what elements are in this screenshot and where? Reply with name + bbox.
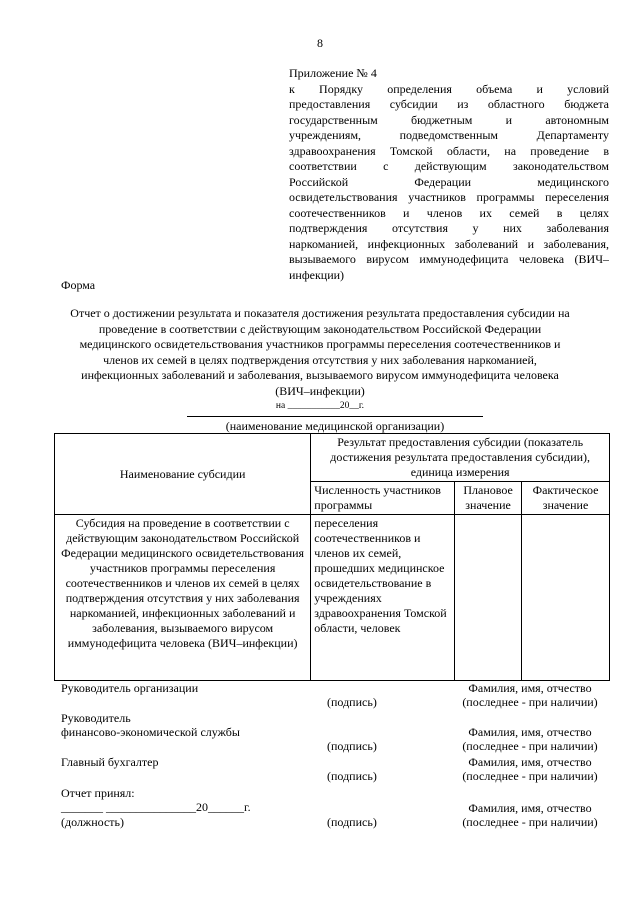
accepted-line: _______ _______________20______г. xyxy=(61,800,251,814)
appendix-line: к Порядку определения объема и условий xyxy=(289,81,609,96)
subsidy-name-header: Наименование субсидии xyxy=(55,434,311,515)
fio-note: (последнее - при наличии) xyxy=(462,769,598,783)
appendix-line: наркоманией, инфекционных заболеваний и заболевания, xyxy=(289,236,609,251)
report-title-line: членов их семей в целях подтверждения отсутствия у них заболевания наркоманией, xyxy=(103,352,537,367)
report-title-line: (ВИЧ–инфекции) xyxy=(275,383,365,398)
fio-label: Фамилия, имя, отчество xyxy=(468,725,592,739)
head-label: Руководитель организации xyxy=(61,681,199,695)
report-date-line: на ___________20__г. xyxy=(275,401,365,411)
accepted-label: Отчет принял: xyxy=(61,786,135,800)
appendix-line: учреждениям, подведомственным Департаменту xyxy=(289,128,609,142)
appendix-line: инфекции) xyxy=(289,267,345,282)
subsidy-cell: Субсидия на проведение в соответствии с действующим законодательством Российской Федерации медицинского освидетельствования участников программы переселения соотечественников и членов их семей в целях подтверждения отсутствия у них заболевания наркоманией, инфекционных заболеваний и заболевания, вызываемого вирусом иммунодефицита человека (ВИЧ–инфекции) xyxy=(55,515,311,681)
report-table xyxy=(54,433,610,681)
signature-caption: (подпись) xyxy=(327,695,377,709)
result-header: Результат предоставления субсидии (показатель достижения результата предоставления субсидии), единица измерения xyxy=(311,434,610,482)
appendix-block xyxy=(289,66,609,283)
actual-header: Фактическое значение xyxy=(522,482,610,515)
position-caption: (должность) xyxy=(61,815,124,829)
count-header: Численность участников программы xyxy=(311,482,455,515)
form-label: Форма xyxy=(61,278,96,292)
planned-value-cell xyxy=(455,515,522,681)
appendix-line: освидетельствования участников программы переселения xyxy=(289,190,609,204)
planned-header: Плановое значение xyxy=(455,482,522,515)
report-title-line: медицинского освидетельствования участников программы переселения соотечественников и xyxy=(79,337,561,351)
actual-value-cell xyxy=(522,515,610,681)
signature-caption: (подпись) xyxy=(327,815,377,829)
org-caption: (наименование медицинской организации) xyxy=(225,419,445,433)
indicator-cell: переселения соотечественников и членов их семей, прошедших медицинское освидетельствование в учреждениях здравоохранения Томской области, человек xyxy=(311,515,455,681)
appendix-line: соотечественников и членов их семей в целях xyxy=(289,205,609,220)
appendix-line: предоставления субсидии из областного бюджета xyxy=(289,97,609,111)
table-row xyxy=(55,515,610,681)
table-header-row xyxy=(55,434,610,482)
chief-accountant-label: Главный бухгалтер xyxy=(61,755,159,769)
org-name-line xyxy=(187,416,483,417)
finance-head-label: Руководитель xyxy=(61,711,131,725)
report-title-line: Отчет о достижении результата и показателя достижения результата предоставления субсидии на xyxy=(70,306,570,320)
finance-head-label-2: финансово-экономической службы xyxy=(61,725,240,739)
appendix-line: соответствии с действующим законодательством xyxy=(289,159,609,173)
appendix-line: подтверждения отсутствия у них заболевания xyxy=(289,221,609,235)
fio-label: Фамилия, имя, отчество xyxy=(468,681,592,695)
fio-note: (последнее - при наличии) xyxy=(462,695,598,709)
report-title-line: проведение в соответствии с действующим законодательством Российской Федерации xyxy=(98,321,542,336)
appendix-line: государственным бюджетным и автономным xyxy=(289,112,609,127)
appendix-line: вызываемого вирусом иммунодефицита человека (ВИЧ– xyxy=(289,252,609,266)
appendix-line: Российской Федерации медицинского xyxy=(289,174,609,189)
appendix-heading: Приложение № 4 xyxy=(289,66,377,80)
signature-caption: (подпись) xyxy=(327,739,377,753)
appendix-line: здравоохранения Томской области, на проведение в xyxy=(289,143,609,158)
signature-caption: (подпись) xyxy=(327,769,377,783)
report-title-line: инфекционных заболеваний и заболевания, вызываемого вирусом иммунодефицита человека xyxy=(81,368,559,382)
fio-note: (последнее - при наличии) xyxy=(462,815,598,829)
fio-note: (последнее - при наличии) xyxy=(462,739,598,753)
fio-label: Фамилия, имя, отчество xyxy=(468,801,592,815)
page-number: 8 xyxy=(317,36,323,50)
fio-label: Фамилия, имя, отчество xyxy=(468,755,592,769)
report-title xyxy=(60,306,580,415)
